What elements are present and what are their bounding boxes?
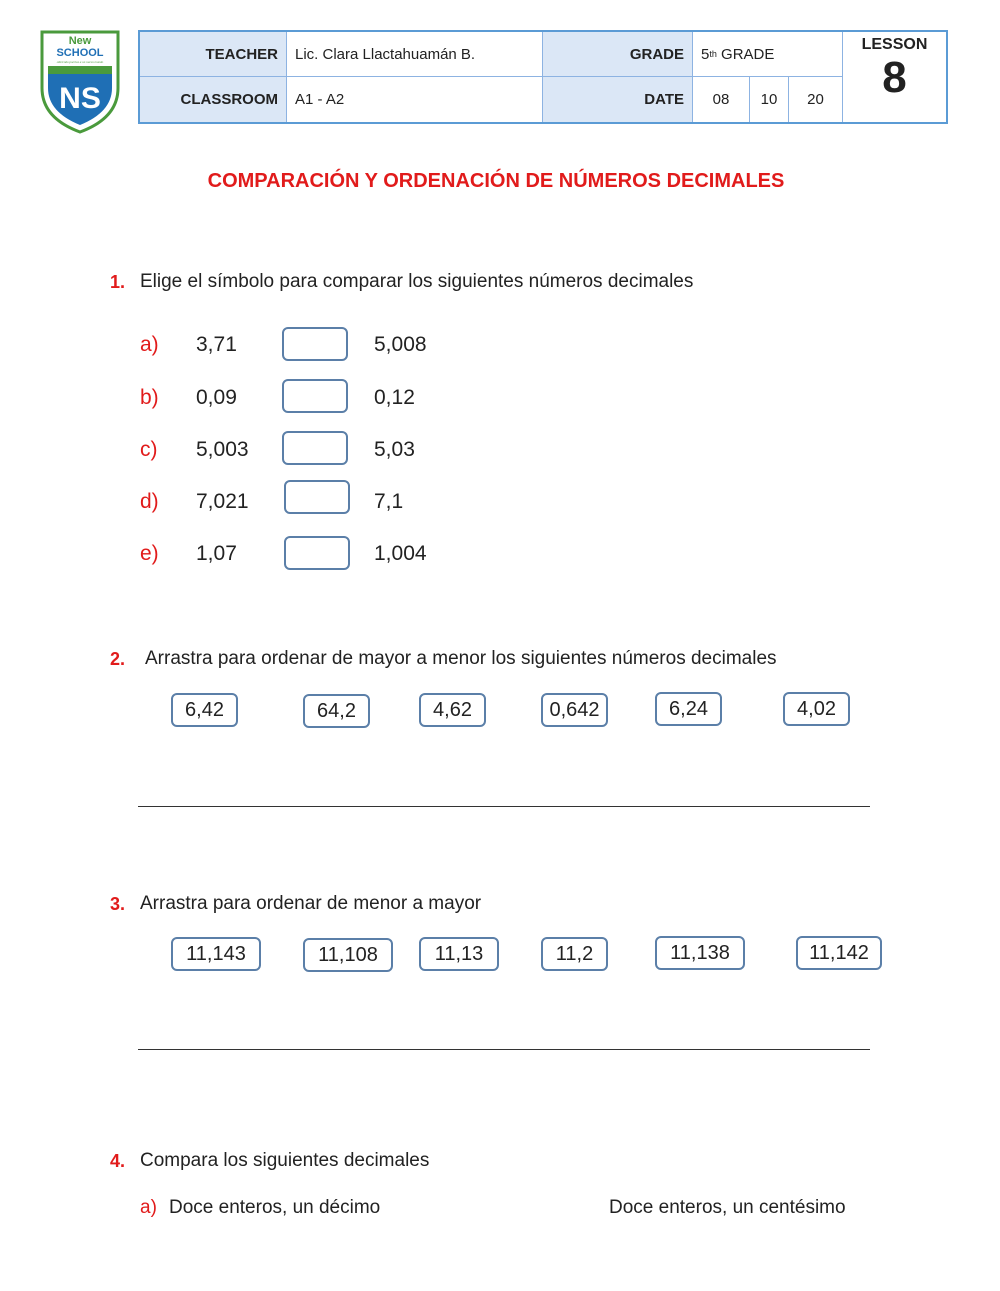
q1-number: 1. <box>110 272 126 292</box>
q1-item-letter: d) <box>140 490 159 513</box>
grade-word: GRADE <box>721 45 775 63</box>
q1-item-letter: c) <box>140 438 158 461</box>
drag-chip[interactable]: 0,642 <box>541 693 608 727</box>
header-table <box>138 30 948 124</box>
q1-item-left: 0,09 <box>196 386 237 409</box>
teacher-label: TEACHER <box>140 32 287 77</box>
drag-chip[interactable]: 6,24 <box>655 692 722 726</box>
q1-item-letter: b) <box>140 386 159 409</box>
logo-monogram: NS <box>59 82 101 115</box>
logo-text-top: New <box>68 35 92 47</box>
symbol-dropzone-b[interactable] <box>282 379 348 413</box>
q4-number: 4. <box>110 1151 126 1171</box>
drag-chip[interactable]: 4,62 <box>419 693 486 727</box>
lesson-box <box>843 32 946 122</box>
grade-superscript: th <box>709 49 717 59</box>
q1-item-letter: e) <box>140 542 159 565</box>
q4-item-letter: a) <box>140 1197 157 1218</box>
drag-chip[interactable]: 11,13 <box>419 937 499 971</box>
classroom-value: A1 - A2 <box>287 77 543 122</box>
drag-chip[interactable]: 11,143 <box>171 937 261 971</box>
q2-number: 2. <box>110 649 126 669</box>
q1-item-right: 5,008 <box>374 333 427 356</box>
teacher-value: Lic. Clara Llactahuamán B. <box>287 32 543 77</box>
q2-text: Arrastra para ordenar de mayor a menor los siguientes números decimales <box>145 648 777 669</box>
q4-left-text: Doce enteros, un décimo <box>169 1197 381 1218</box>
answer-line-q3[interactable] <box>138 1049 870 1050</box>
grade-number: 5 <box>701 45 710 63</box>
q1-text: Elige el símbolo para comparar los siguientes números decimales <box>140 271 694 292</box>
date-month: 10 <box>750 77 789 122</box>
q1-item-left: 1,07 <box>196 542 237 565</box>
q1-item-letter: a) <box>140 333 159 356</box>
date-label: DATE <box>543 77 693 122</box>
lesson-number: 8 <box>882 53 907 102</box>
drag-chip[interactable]: 11,2 <box>541 937 608 971</box>
q3-number: 3. <box>110 894 126 914</box>
date-year: 20 <box>789 77 843 122</box>
q1-item-left: 5,003 <box>196 438 249 461</box>
q1-item-right: 5,03 <box>374 438 415 461</box>
symbol-dropzone-e[interactable] <box>284 536 350 570</box>
drag-chip[interactable]: 11,138 <box>655 936 745 970</box>
symbol-dropzone-a[interactable] <box>282 327 348 361</box>
q1-item-right: 0,12 <box>374 386 415 409</box>
drag-chip[interactable]: 11,108 <box>303 938 393 972</box>
classroom-label: CLASSROOM <box>140 77 287 122</box>
logo-motto: Abriendo puertas a un nuevo mundo <box>56 60 104 64</box>
drag-chip[interactable]: 11,142 <box>796 936 882 970</box>
date-day: 08 <box>693 77 750 122</box>
drag-chip[interactable]: 64,2 <box>303 694 370 728</box>
q3-text: Arrastra para ordenar de menor a mayor <box>140 893 482 914</box>
q1-item-right: 7,1 <box>374 490 404 513</box>
q1-item-right: 1,004 <box>374 542 427 565</box>
symbol-dropzone-d[interactable] <box>284 480 350 514</box>
q4-right-text: Doce enteros, un centésimo <box>609 1197 846 1218</box>
q1-item-left: 7,021 <box>196 490 249 513</box>
logo-text-mid: SCHOOL <box>56 47 104 59</box>
grade-label: GRADE <box>543 32 693 77</box>
page-title: COMPARACIÓN Y ORDENACIÓN DE NÚMEROS DECIMALES <box>207 170 785 192</box>
symbol-dropzone-c[interactable] <box>282 431 348 465</box>
drag-chip[interactable]: 4,02 <box>783 692 850 726</box>
q4-text: Compara los siguientes decimales <box>140 1150 430 1171</box>
grade-value <box>693 32 843 77</box>
drag-chip[interactable]: 6,42 <box>171 693 238 727</box>
lesson-label: LESSON <box>861 36 928 53</box>
answer-line-q2[interactable] <box>138 806 870 807</box>
q1-item-left: 3,71 <box>196 333 237 356</box>
school-logo <box>38 28 122 134</box>
